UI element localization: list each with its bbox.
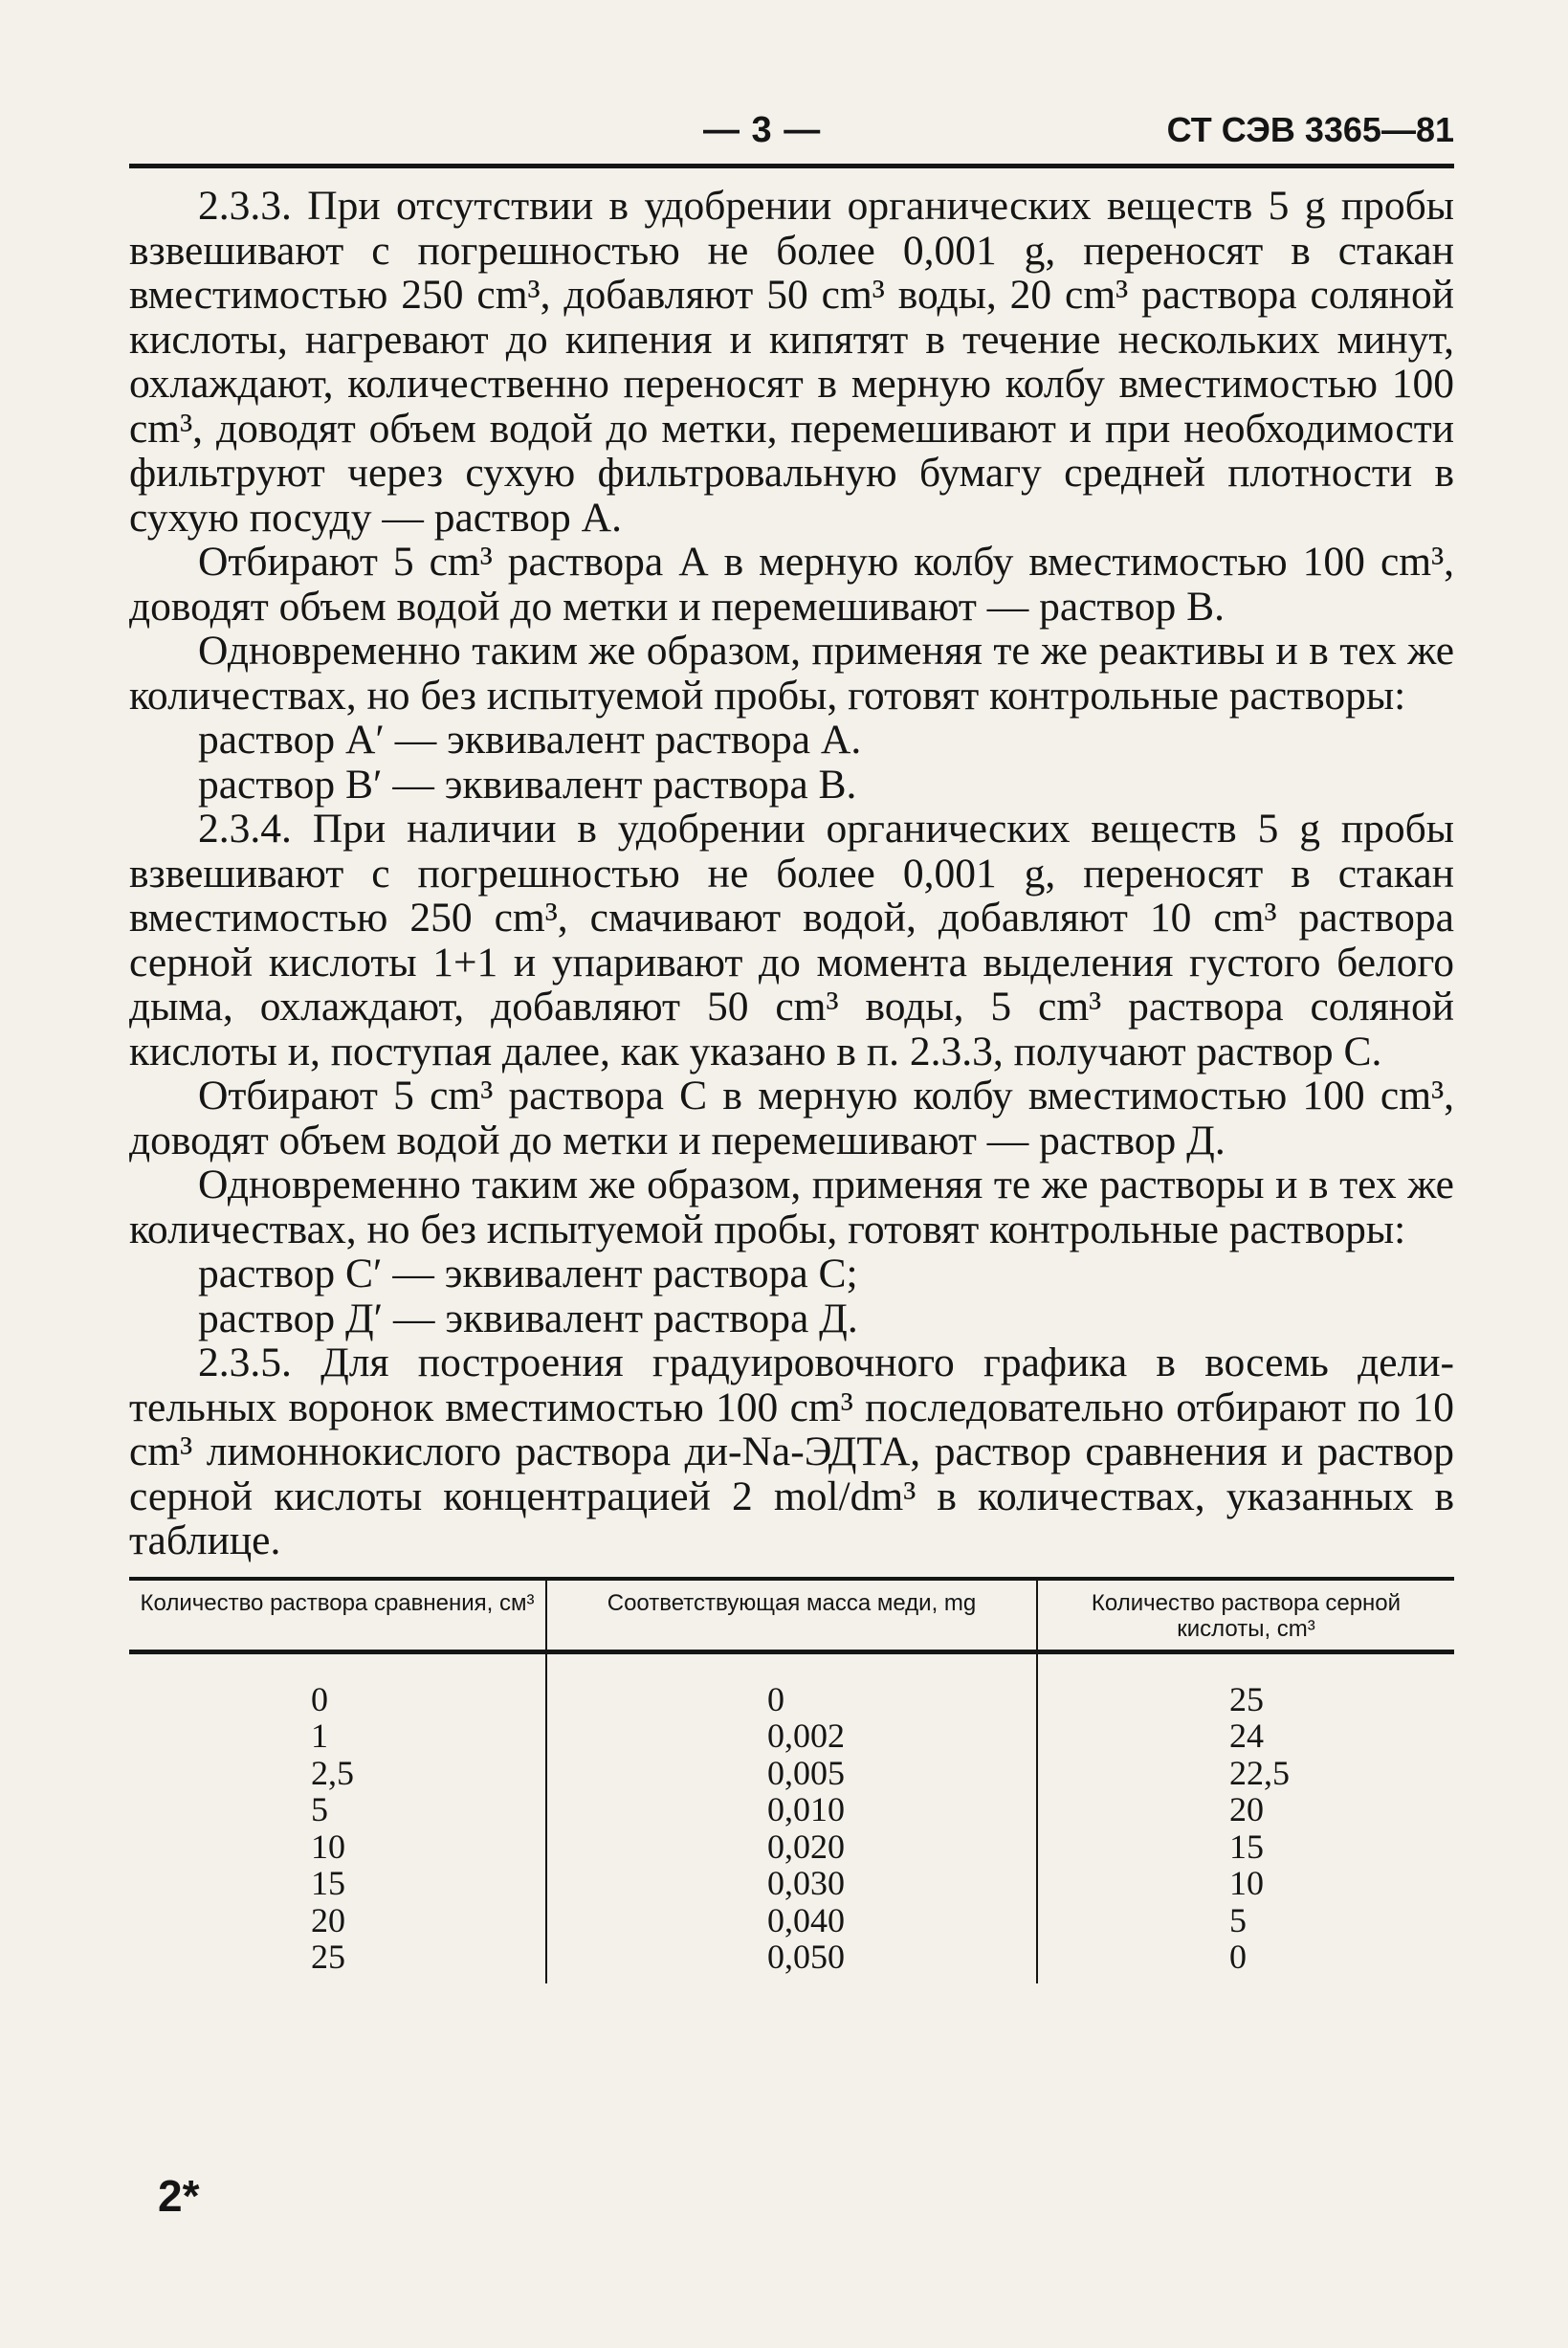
- table-cell: 25: [311, 1938, 345, 1976]
- table-cell: 10: [1229, 1864, 1264, 1902]
- table-cell: 24: [1229, 1717, 1264, 1755]
- table-cell: 0: [1229, 1938, 1247, 1976]
- line-solution-c-prime: раствор С′ — эквивалент раствора С;: [198, 1251, 858, 1296]
- page-number: — 3 —: [703, 110, 822, 150]
- table-cell: 5: [1229, 1900, 1247, 1939]
- body-text: [129, 184, 1454, 1563]
- table-cell: 0,050: [767, 1938, 845, 1976]
- table-body: [129, 1654, 1454, 1983]
- standard-code: СТ СЭВ 3365—81: [1166, 110, 1454, 149]
- paragraph-solution-d: Отбирают 5 cm³ раствора С в мерную колбу вместимостью 100 cm³, доводят объем водой до метки и перемешивают — раствор Д.: [129, 1073, 1454, 1163]
- table-cell: 1: [311, 1717, 328, 1755]
- page-header: [129, 110, 1454, 158]
- table-header: [129, 1577, 1454, 1654]
- table-cell: 15: [311, 1864, 345, 1902]
- paragraph-control-solutions-2: Одновременно таким же образом, применяя те же растворы и в тех же количествах, но без испытуемой пробы, готовят контрольные растворы:: [129, 1162, 1454, 1252]
- paragraph-control-solutions-1: Одновременно таким же образом, применяя те же реактивы и в тех же количествах, но без испытуемой пробы, готовят контрольные растворы:: [129, 628, 1454, 719]
- table-cell: 5: [311, 1790, 328, 1828]
- table-cell: 25: [1229, 1679, 1264, 1718]
- column-sulfuric-acid: [1036, 1654, 1454, 1983]
- table-cell: 0,040: [767, 1900, 845, 1939]
- paragraph-2-3-3: 2.3.3. При отсутствии в удобрении органических веществ 5 g пробы взвешивают с погрешностью не более 0,001 g, переносят в стакан вместимостью 250 cm³, добавляют 50 cm³ воды, 20 cm³ раствора соляной кислоты, нагревают до кипения и кипятят в течение нескольких минут, охлаждают, количественно переносят в мерную колбу вместимостью 100 cm³, доводят объем водой до метки, перемешивают и при необходимости фильтруют через сухую фильтровальную бумагу средней плотности в сухую посуду — раствор А.: [129, 183, 1454, 541]
- table-cell: 0,020: [767, 1827, 845, 1866]
- table-cell: 20: [311, 1900, 345, 1939]
- column-copper-mass: [545, 1654, 1036, 1983]
- table-cell: 10: [311, 1827, 345, 1866]
- document-page: [129, 110, 1454, 1983]
- paragraph-solution-b: Отбирают 5 cm³ раствора А в мерную колбу вместимостью 100 cm³, доводят объем водой до метки и перемешивают — раствор В.: [129, 539, 1454, 630]
- table-cell: 22,5: [1229, 1753, 1290, 1792]
- header-rule: [129, 164, 1454, 168]
- paragraph-2-3-5: 2.3.5. Для построения градуировочного графика в восемь делительных воронок вместимостью 100 cm³ последовательно отбирают по 10 cm³ лимоннокислого раствора ди-Na-ЭДТА, раствор сравнения и раствор серной кислоты концентрацией 2 mol/dm³ в количествах, указанных в таблице.: [129, 1340, 1454, 1563]
- table-cell: 0: [311, 1679, 328, 1718]
- line-solution-a-prime: раствор А′ — эквивалент раствора А.: [198, 717, 862, 763]
- paragraph-2-3-4: 2.3.4. При наличии в удобрении органических веществ 5 g пробы взвешивают с погрешностью не более 0,001 g, переносят в стакан вместимостью 250 cm³, смачивают водой, добавляют 10 cm³ раствора серной кислоты 1+1 и упаривают до момента выделения густого белого дыма, охлаждают, добавляют 50 cm³ воды, 5 cm³ раствора соляной кислоты и, поступая далее, как указано в п. 2.3.3, получают раствор С.: [129, 806, 1454, 1074]
- header-sulfuric-acid-amount: Количество раствора серной кислоты, cm³: [1036, 1581, 1454, 1650]
- table-cell: 0,005: [767, 1753, 845, 1792]
- table-cell: 0,030: [767, 1864, 845, 1902]
- calibration-table: [129, 1577, 1454, 1983]
- header-copper-mass: Соответствующая масса меди, mg: [545, 1581, 1036, 1650]
- table-cell: 0,010: [767, 1790, 845, 1828]
- table-cell: 2,5: [311, 1753, 354, 1792]
- signature-mark: 2*: [158, 2171, 200, 2221]
- table-cell: 0,002: [767, 1717, 845, 1755]
- header-reference-solution-amount: Количество раствора сравнения, см³: [140, 1589, 535, 1616]
- table-cell: 20: [1229, 1790, 1264, 1828]
- line-solution-b-prime: раствор В′ — эквивалент раствора В.: [198, 761, 857, 808]
- table-cell: 0: [767, 1679, 784, 1718]
- table-cell: 15: [1229, 1827, 1264, 1866]
- line-solution-d-prime: раствор Д′ — эквивалент раствора Д.: [198, 1295, 858, 1341]
- column-reference-solution: [129, 1654, 545, 1983]
